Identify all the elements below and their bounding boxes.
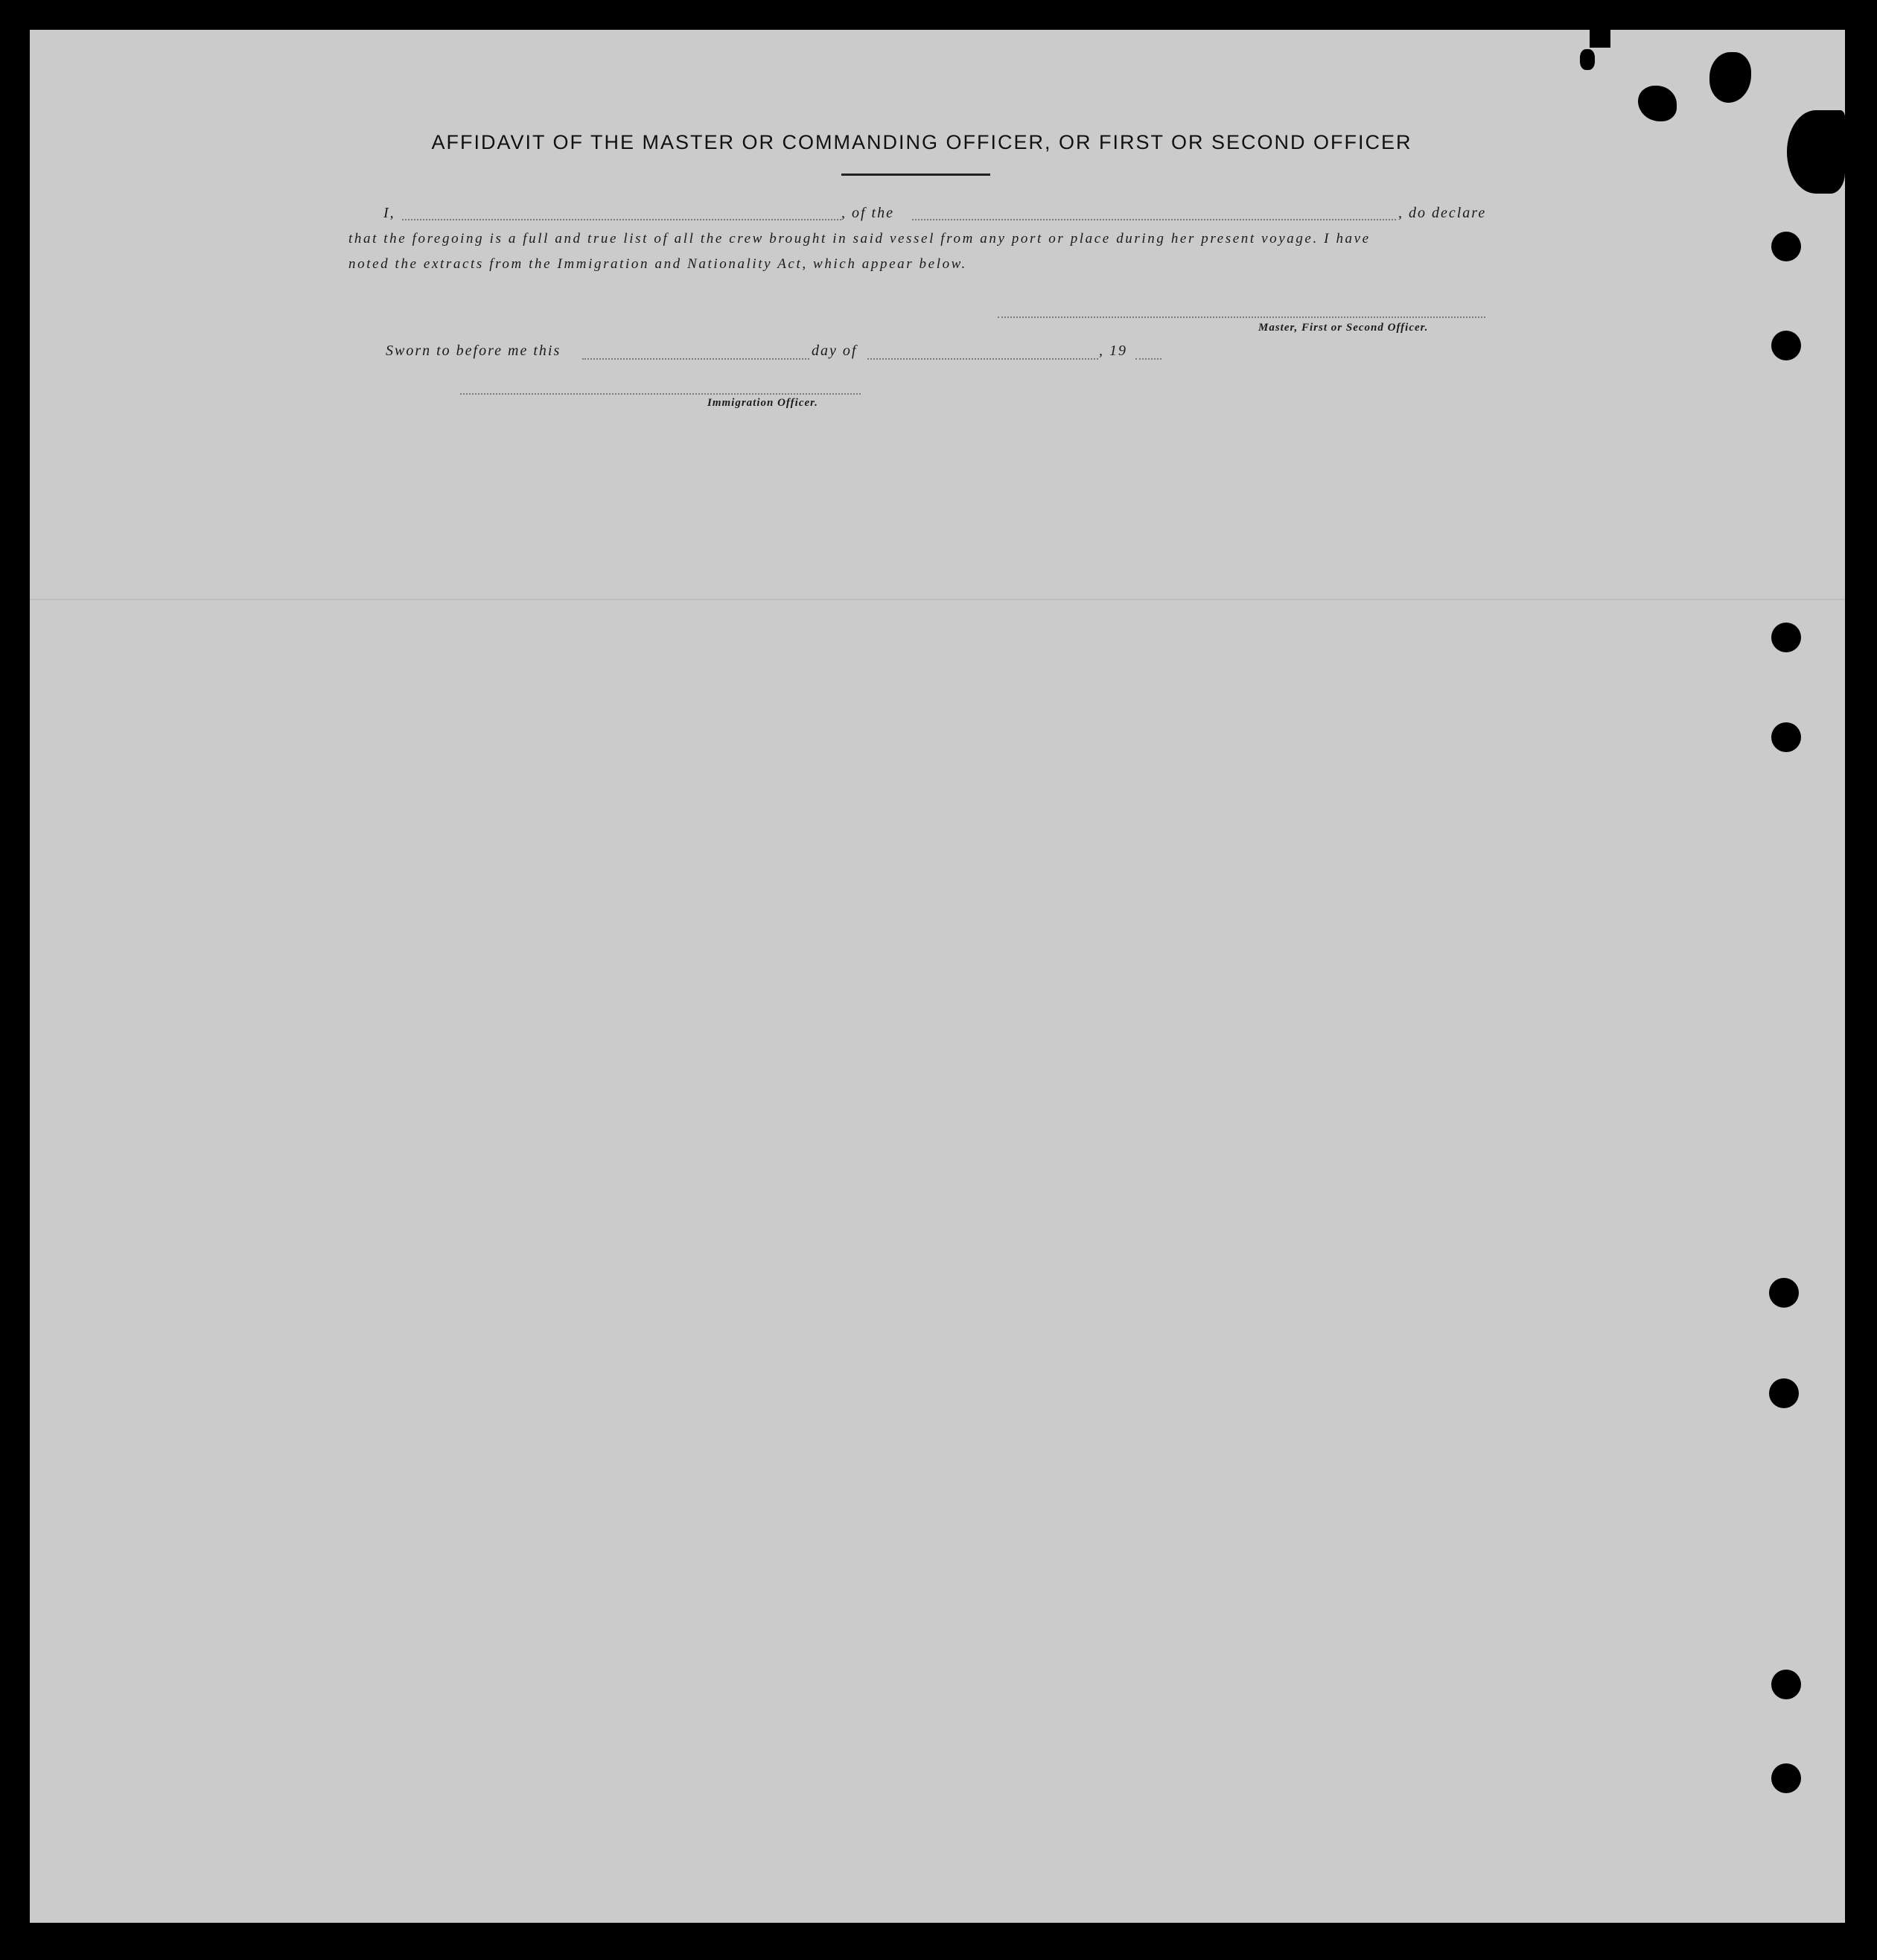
vessel-name-field[interactable] [912, 219, 1396, 220]
torn-corner-mark [1580, 49, 1595, 70]
punch-hole-icon [1771, 232, 1801, 261]
affidavit-title: AFFIDAVIT OF THE MASTER OR COMMANDING OFFICER, OR FIRST OR SECOND OFFICER [431, 131, 1412, 153]
punch-hole-icon [1771, 331, 1801, 360]
immigration-officer-label: Immigration Officer. [707, 397, 818, 409]
punch-hole-icon [1771, 1670, 1801, 1699]
torn-corner-mark [1590, 30, 1610, 48]
sworn-day-field[interactable] [582, 358, 809, 360]
immigration-officer-signature-field[interactable] [460, 393, 861, 395]
day-of-label: day of [812, 343, 858, 359]
punch-hole-icon [1771, 623, 1801, 652]
page-fold-line [30, 599, 1845, 600]
master-signature-label: Master, First or Second Officer. [1258, 322, 1429, 334]
sworn-year-field[interactable] [1135, 358, 1161, 360]
year-prefix-label: , 19 [1099, 343, 1127, 359]
master-signature-field[interactable] [998, 316, 1485, 318]
title-underline [841, 174, 990, 176]
declarant-prefix: I, [383, 205, 395, 221]
do-declare-label: , do declare [1398, 205, 1487, 221]
sworn-month-field[interactable] [867, 358, 1098, 360]
sworn-before-label: Sworn to before me this [386, 343, 561, 359]
punch-hole-icon [1771, 722, 1801, 752]
form-page [30, 30, 1845, 1923]
declaration-text-line-2: that the foregoing is a full and true list of all the crew brought in said vessel from any port or place during her present voyage. I have [348, 231, 1371, 246]
punch-hole-icon [1769, 1378, 1799, 1408]
punch-hole-icon [1769, 1278, 1799, 1308]
torn-corner-mark [1787, 110, 1845, 194]
declarant-name-field[interactable] [402, 219, 841, 220]
declaration-text-line-3: noted the extracts from the Immigration and Nationality Act, which appear below. [348, 256, 967, 272]
punch-hole-icon [1771, 1763, 1801, 1793]
of-the-label: , of the [841, 205, 894, 221]
